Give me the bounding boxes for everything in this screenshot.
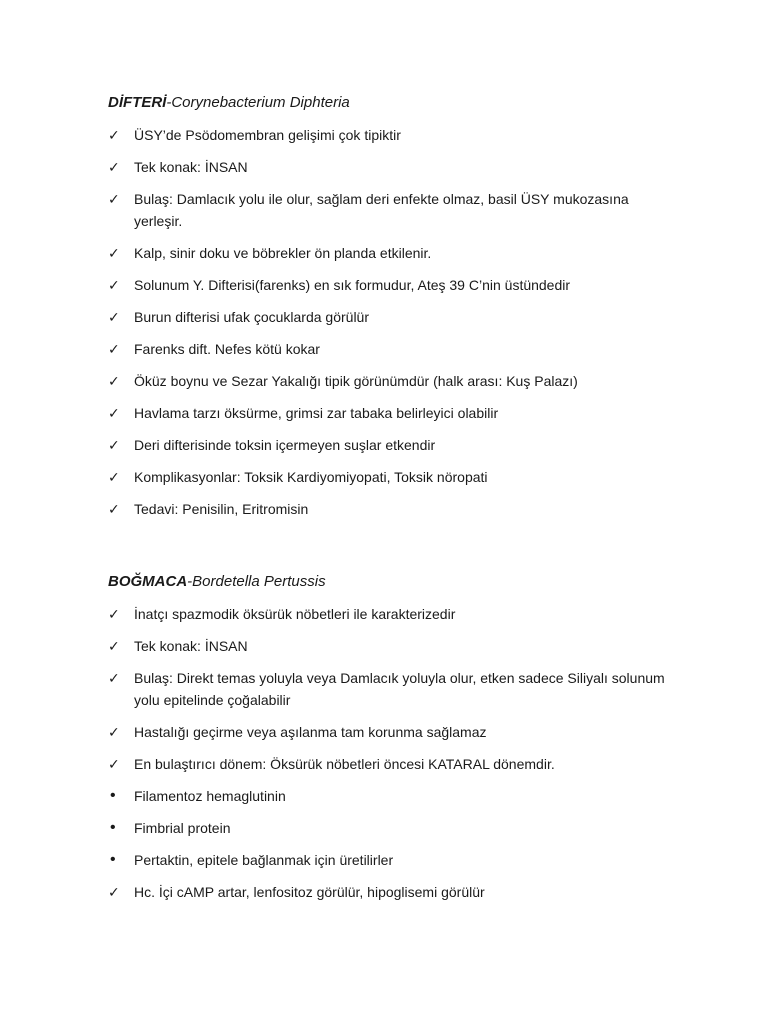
check-icon: ✓ [108, 159, 120, 175]
check-icon: ✓ [108, 606, 120, 622]
check-icon: ✓ [108, 191, 120, 207]
bullet-icon: • [110, 851, 116, 868]
item-text: Hc. İçi cAMP artar, lenfositoz görülür, hipoglisemi görülür [134, 884, 485, 900]
check-icon: ✓ [108, 127, 120, 143]
list-item [108, 274, 668, 296]
item-text: Öküz boynu ve Sezar Yakalığı tipik görünümdür (halk arası: Kuş Palazı) [134, 373, 578, 389]
list-item [108, 156, 668, 178]
list-item [108, 667, 668, 711]
check-icon: ✓ [108, 405, 120, 421]
list-item [108, 338, 668, 360]
item-text: Filamentoz hemaglutinin [134, 788, 286, 804]
list-item [108, 434, 668, 456]
heading-bold: BOĞMACA [108, 573, 188, 590]
item-text: En bulaştırıcı dönem: Öksürük nöbetleri öncesi KATARAL dönemdir. [134, 756, 555, 772]
item-text: Bulaş: Damlacık yolu ile olur, sağlam deri enfekte olmaz, basil ÜSY mukozasına yerleşir. [134, 191, 629, 229]
list-item [108, 881, 668, 903]
check-icon: ✓ [108, 245, 120, 261]
item-list [108, 603, 668, 903]
list-item [108, 188, 668, 232]
check-icon: ✓ [108, 670, 120, 686]
list-item [108, 402, 668, 424]
section-difteri [108, 93, 668, 520]
bullet-icon: • [110, 819, 116, 836]
item-text: ÜSY’de Psödomembran gelişimi çok tipiktir [134, 127, 401, 143]
list-item [108, 785, 668, 807]
item-text: Tedavi: Penisilin, Eritromisin [134, 501, 309, 517]
item-text: İnatçı spazmodik öksürük nöbetleri ile karakterizedir [134, 606, 456, 622]
item-text: Havlama tarzı öksürme, grimsi zar tabaka belirleyici olabilir [134, 405, 499, 421]
item-text: Tek konak: İNSAN [134, 638, 248, 654]
section-bogmaca [108, 572, 668, 903]
check-icon: ✓ [108, 277, 120, 293]
list-item [108, 306, 668, 328]
check-icon: ✓ [108, 309, 120, 325]
item-text: Bulaş: Direkt temas yoluyla veya Damlacık yoluyla olur, etken sadece Siliyalı solunum yolu epitelinde çoğalabilir [134, 670, 665, 708]
list-item [108, 370, 668, 392]
list-item [108, 124, 668, 146]
list-item [108, 721, 668, 743]
heading-subtitle: -Bordetella Pertussis [187, 573, 326, 590]
list-item [108, 242, 668, 264]
section-heading [108, 572, 668, 592]
check-icon: ✓ [108, 724, 120, 740]
check-icon: ✓ [108, 437, 120, 453]
item-text: Deri difterisinde toksin içermeyen suşlar etkendir [134, 437, 436, 453]
item-text: Hastalığı geçirme veya aşılanma tam korunma sağlamaz [134, 724, 487, 740]
list-item [108, 603, 668, 625]
item-text: Solunum Y. Difterisi(farenks) en sık formudur, Ateş 39 C’nin üstündedir [134, 277, 571, 293]
list-item [108, 817, 668, 839]
item-text: Farenks dift. Nefes kötü kokar [134, 341, 320, 357]
check-icon: ✓ [108, 501, 120, 517]
check-icon: ✓ [108, 341, 120, 357]
list-item [108, 498, 668, 520]
list-item [108, 753, 668, 775]
check-icon: ✓ [108, 373, 120, 389]
section-heading [108, 93, 668, 113]
check-icon: ✓ [108, 638, 120, 654]
item-text: Kalp, sinir doku ve böbrekler ön planda etkilenir. [134, 245, 432, 261]
item-text: Pertaktin, epitele bağlanmak için üretilirler [134, 852, 394, 868]
heading-subtitle: -Corynebacterium Diphteria [166, 94, 350, 111]
check-icon: ✓ [108, 884, 120, 900]
bullet-icon: • [110, 787, 116, 804]
item-text: Fimbrial protein [134, 820, 231, 836]
list-item [108, 635, 668, 657]
check-icon: ✓ [108, 469, 120, 485]
item-text: Tek konak: İNSAN [134, 159, 248, 175]
item-list [108, 124, 668, 520]
list-item [108, 849, 668, 871]
check-icon: ✓ [108, 756, 120, 772]
heading-bold: DİFTERİ [108, 94, 167, 111]
list-item [108, 466, 668, 488]
item-text: Komplikasyonlar: Toksik Kardiyomiyopati, Toksik nöropati [134, 469, 488, 485]
item-text: Burun difterisi ufak çocuklarda görülür [134, 309, 370, 325]
